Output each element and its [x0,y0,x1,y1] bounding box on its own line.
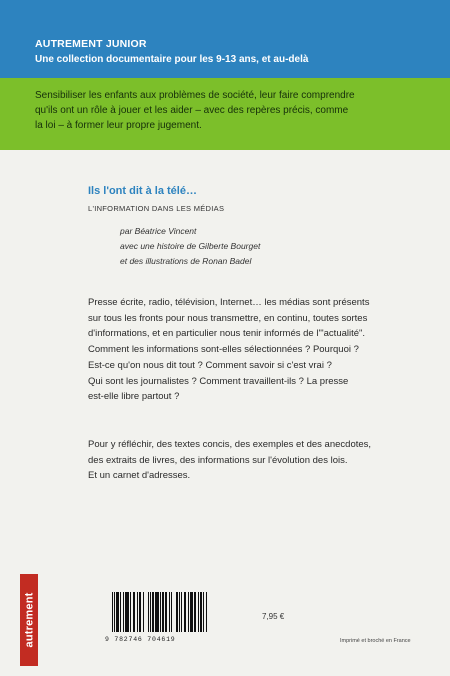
book-subtitle: L'INFORMATION DANS LES MÉDIAS [88,204,225,213]
series-subtitle: Une collection documentaire pour les 9-13 ans, et au-delà [35,54,309,65]
credit-story: avec une histoire de Gilberte Bourget [120,241,261,251]
paragraph-line: Et un carnet d'adresses. [88,470,191,482]
publisher-name: autrement [23,592,36,648]
publisher-logo [20,574,38,666]
credit-illustrations: et des illustrations de Ronan Badel [120,256,252,266]
paragraph-line: est-elle libre partout ? [88,391,180,403]
book-title: Ils l'ont dit à la télé… [88,185,197,197]
paragraph-line: des extraits de livres, des informations sur l'évolution des lois. [88,454,348,466]
paragraph-line: Comment les informations sont-elles sélectionnées ? Pourquoi ? [88,344,359,356]
paragraph-line: Est-ce qu'on nous dit tout ? Comment savoir si c'est vrai ? [88,359,332,371]
printed-in-note: Imprimé et broché en France [340,638,411,644]
barcode-number: 9 782746 704619 [105,636,176,643]
mission-line: la loi – à former leur propre jugement. [35,120,202,131]
credit-author: par Béatrice Vincent [120,226,197,236]
mission-line: qu'ils ont un rôle à jouer et les aider – avec des repères précis, comme [35,105,349,116]
paragraph-line: d'informations, et en particulier nous tenir informés de l'"actualité". [88,328,366,340]
isbn-barcode [112,592,208,632]
mission-line: Sensibiliser les enfants aux problèmes de société, leur faire comprendre [35,90,355,101]
paragraph-line: Qui sont les journalistes ? Comment travaillent-ils ? La presse [88,375,349,387]
series-mission-text [35,88,395,133]
barcode-bar [207,592,208,632]
paragraph-line: Presse écrite, radio, télévision, Internet… les médias sont présents [88,297,370,308]
description-paragraph-2 [88,437,418,484]
paragraph-line: Pour y réfléchir, des textes concis, des exemples et des anecdotes, [88,439,372,450]
series-title: AUTREMENT JUNIOR [35,38,147,50]
paragraph-line: sur tous les fronts pour nous transmettre, en continu, toutes sortes [88,312,368,324]
price: 7,95 € [262,612,285,621]
description-paragraph-1 [88,295,418,405]
book-credits [120,224,420,269]
